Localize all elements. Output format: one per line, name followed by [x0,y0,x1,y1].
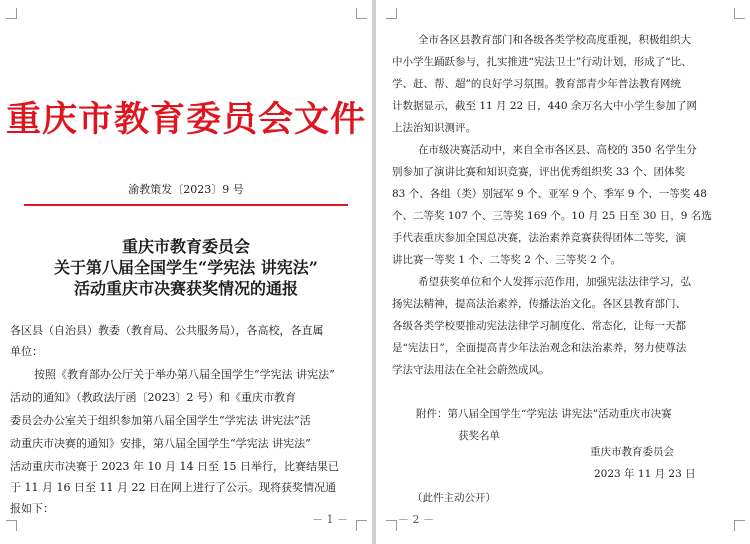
body-line: 活动重庆市决赛于 2023 年 10 月 14 日至 15 日举行，比赛结果已 [10,460,339,473]
body-line: 别参加了演讲比赛和知识竞赛，评出优秀组织奖 33 个、团体奖 [392,166,686,178]
page-number: － 2 － [398,513,434,526]
red-separator-line [24,204,348,206]
notice-title-line: 活动重庆市决赛获奖情况的通报 [73,279,298,298]
crop-mark [356,520,367,531]
body-line: 中小学生踊跃参与，扎实推进“宪法卫士”行动计划，形成了“比、 [392,56,692,68]
body-line: 全市各区县教育部门和各级各类学校高度重视，积极组织大 [418,34,691,46]
body-line: 扬宪法精神，提高法治素养，传播法治文化。各区县教育部门、 [392,298,686,310]
body-line: 上法治知识测评。 [392,122,476,134]
attachment-line: 附件：第八届全国学生“学宪法 讲宪法”活动重庆市决赛 [416,408,672,420]
notice-title [10,236,362,299]
salutation-line: 单位： [10,345,43,358]
document-header-title: 重庆市教育委员会文件 [5,100,366,140]
body-line: 活动的通知》（教政法厅函〔2023〕2 号）和《重庆市教育 [10,391,296,404]
public-note: （此件主动公开） [412,492,496,504]
body-line: 动重庆市决赛的通知》安排，第八届全国学生“学宪法 讲宪法” [10,437,311,450]
crop-mark [734,520,745,531]
document-number: 渝教策发〔2023〕9 号 [128,183,244,196]
body-line: 各级各类学校要推动宪法法律学习制度化、常态化，让每一天都 [392,320,686,332]
salutation-line: 各区县（自治县）教委（教育局、公共服务局），各高校，各直属 [10,324,324,337]
crop-mark [6,8,17,19]
body-line: 83 个、各组（类）别冠军 9 个、亚军 9 个、季军 9 个、一等奖 48 [392,188,707,200]
crop-mark [6,520,17,531]
notice-title-line: 重庆市教育委员会 [121,237,250,256]
body-line: 计数据显示，截至 11 月 22 日，440 余万名大中小学生参加了网 [392,100,697,112]
body-line: 委员会办公室关于组织参加第八届全国学生“学宪法 讲宪法”活 [10,414,311,427]
crop-mark [386,8,397,19]
page-divider [372,0,376,544]
crop-mark [734,8,745,19]
attachment-line: 获奖名单 [458,430,500,442]
body-line: 是“宪法日”，全面提高青少年法治观念和法治素养，努力使尊法 [392,342,687,354]
crop-mark [386,520,397,531]
body-line: 报如下： [10,502,54,515]
body-line: 学法守法用法在全社会蔚然成风。 [392,364,550,376]
body-line: 在市级决赛活动中，来自全市各区县、高校的 350 名学生分 [418,144,697,156]
body-line: 讲比赛一等奖 1 个、二等奖 2 个、三等奖 2 个。 [392,254,622,266]
crop-mark [356,8,367,19]
body-line: 手代表重庆参加全国总决赛，法治素养竞赛获得团体二等奖，演 [392,232,686,244]
body-line: 个、二等奖 107 个、三等奖 169 个。10 月 25 日至 30 日，9 名选 [392,210,712,222]
body-line: 希望获奖单位和个人发挥示范作用，加强宪法法律学习，弘 [418,276,691,288]
body-line: 于 11 月 16 日至 11 月 22 日在网上进行了公示。现将获奖情况通 [10,481,336,494]
notice-title-line: 关于第八届全国学生“学宪法 讲宪法” [54,258,318,277]
page-number: － 1 － [312,513,348,526]
issue-date: 2023 年 11 月 23 日 [594,468,696,480]
issuer-name: 重庆市教育委员会 [590,446,674,458]
body-line: 按照《教育部办公厅关于举办第八届全国学生“学宪法 讲宪法” [34,368,335,381]
body-line: 学、赶、帮、超”的良好学习氛围。教育部青少年普法教育网统 [392,78,681,90]
